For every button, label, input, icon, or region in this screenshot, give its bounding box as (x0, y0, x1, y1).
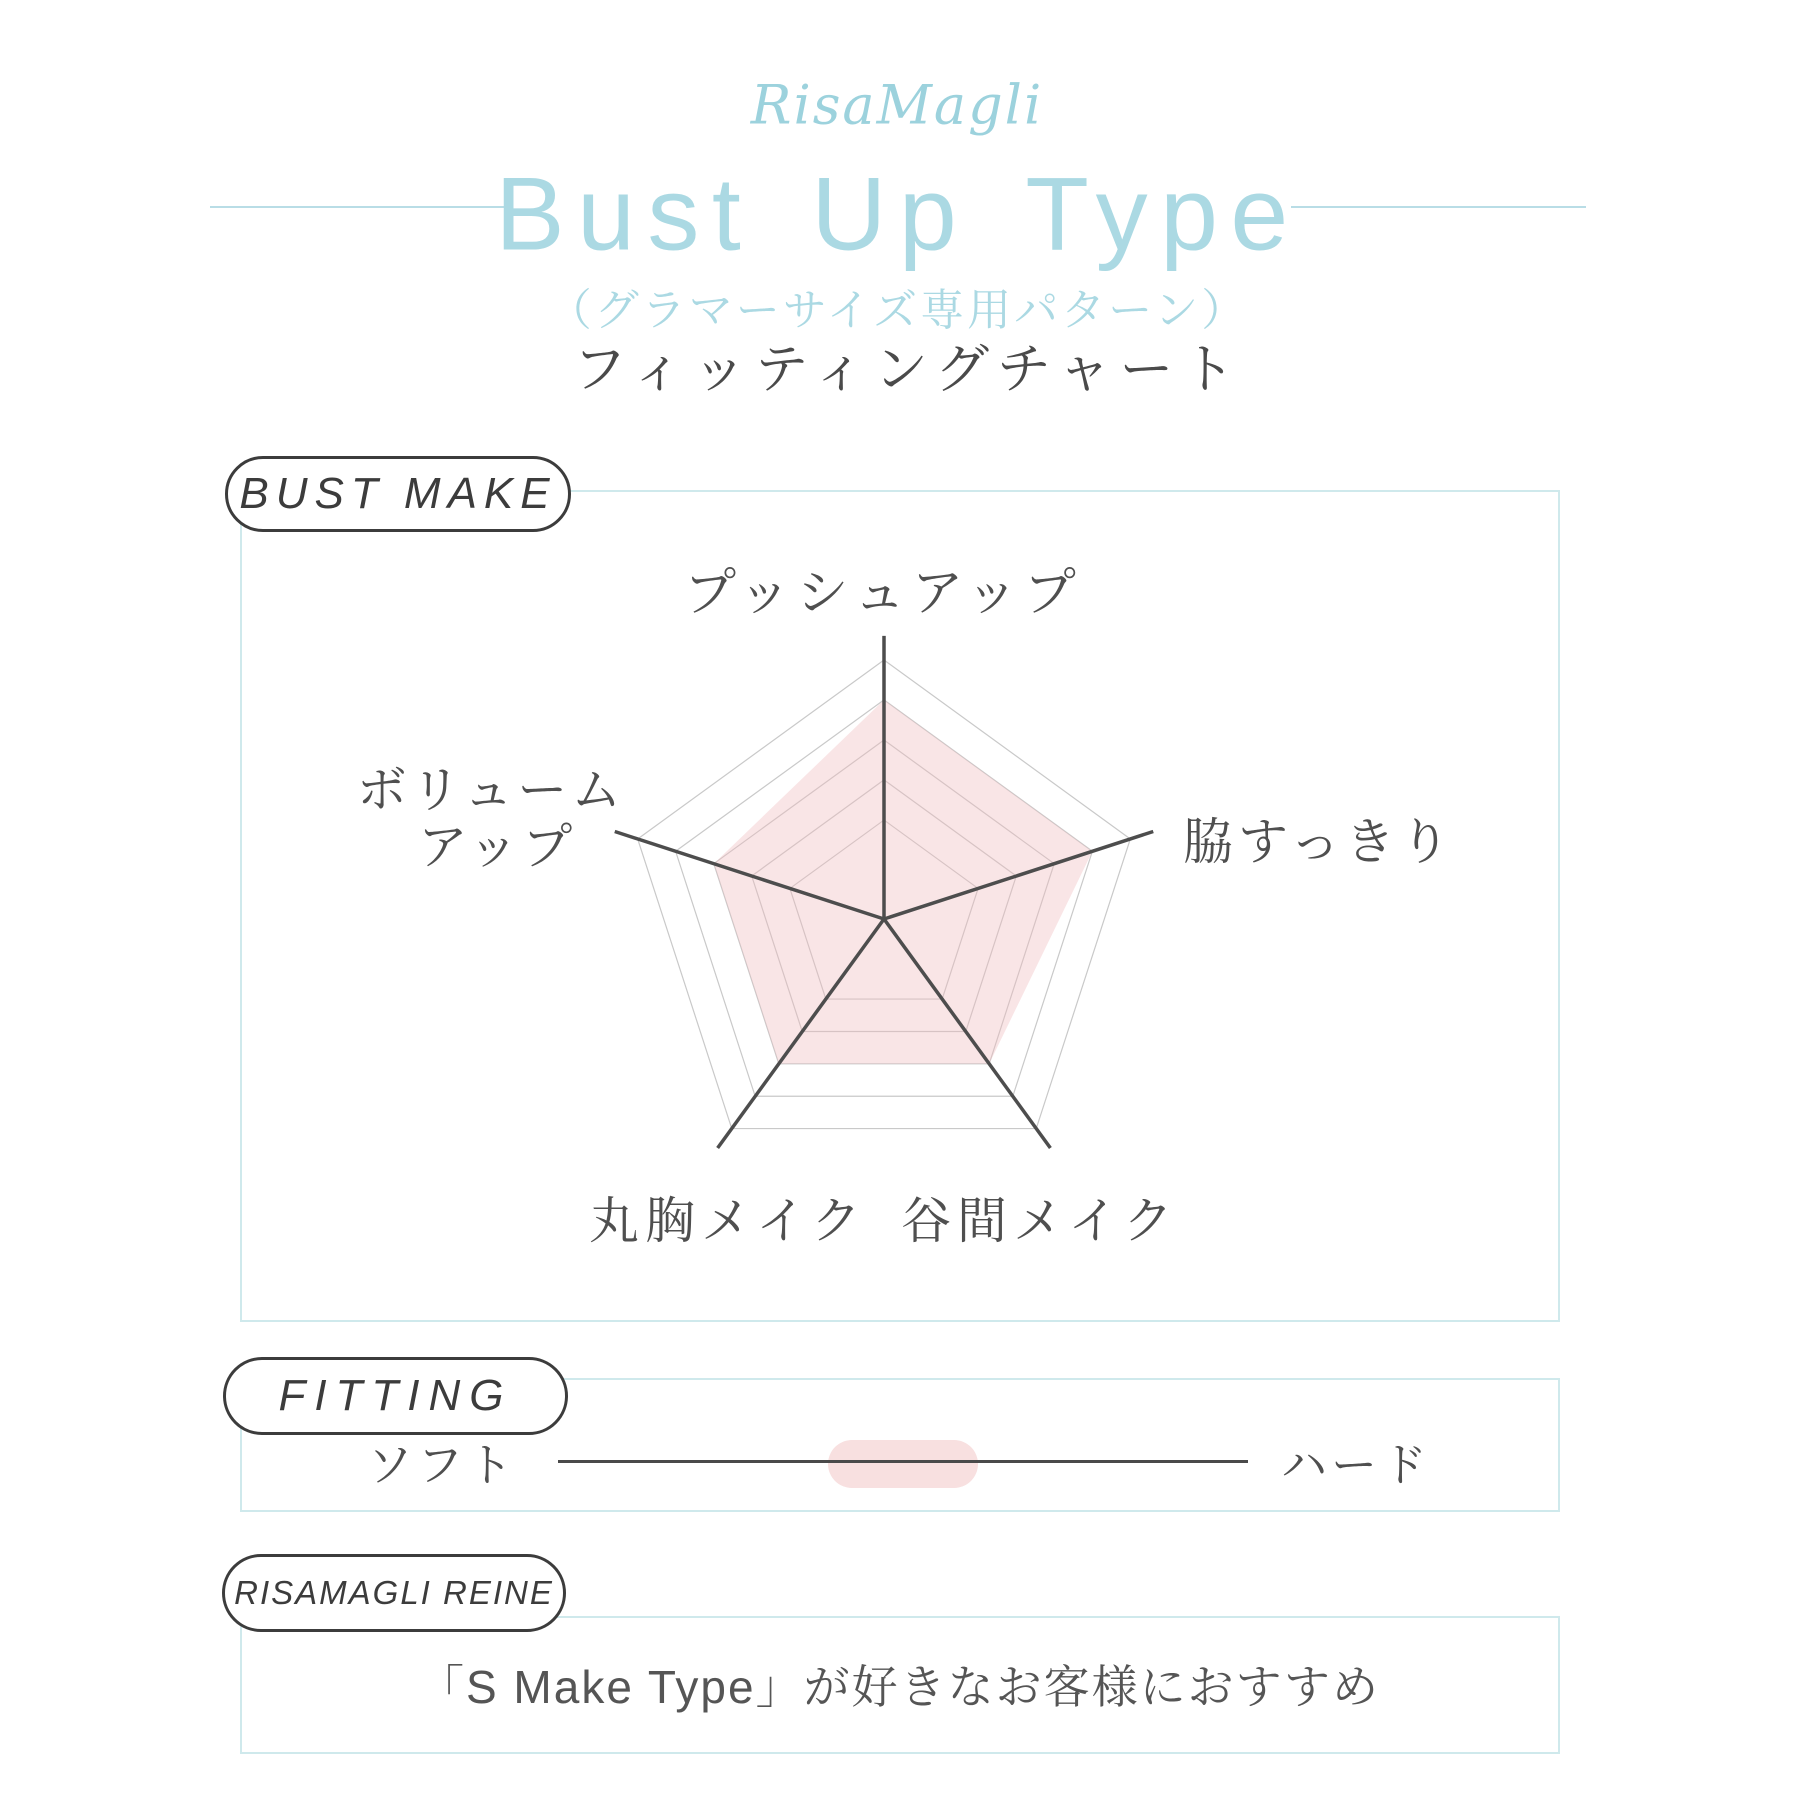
chart-heading: フィッティングチャート (572, 339, 1244, 400)
slider-min-label: ソフト (367, 1439, 517, 1491)
axis-label-push-up: プッシュアップ (684, 564, 1082, 623)
axis-label-volume-up-line2: アップ (417, 819, 577, 875)
brand-logo: RisaMagli (750, 73, 1044, 137)
slider-marker (828, 1440, 978, 1488)
axis-label-marumune-make: 丸胸メイク (589, 1193, 867, 1249)
page-subtitle: （グラマーサイズ専用パターン） (547, 286, 1249, 335)
axis-label-volume-up-line1: ボリューム (356, 762, 626, 818)
radar-chart-svg (544, 579, 1224, 1259)
bust-make-badge: BUST MAKE (225, 456, 571, 532)
fitting-badge: FITTING (223, 1357, 568, 1435)
title-decor-line-right (1291, 206, 1586, 208)
title-decor-line-left (210, 206, 505, 208)
slider-track (558, 1460, 1248, 1463)
radar-chart (544, 579, 1224, 1259)
page-title: Bust Up Type (495, 156, 1301, 273)
recommend-text: 「S Make Type」が好きなお客様におすすめ (417, 1661, 1381, 1713)
axis-label-tanima-make: 谷間メイク (901, 1193, 1179, 1249)
recommend-badge: RISAMAGLI REINE (222, 1554, 566, 1632)
slider-max-label: ハード (1281, 1439, 1431, 1491)
axis-label-waki-sukkiri: 脇すっきり (1183, 814, 1455, 870)
